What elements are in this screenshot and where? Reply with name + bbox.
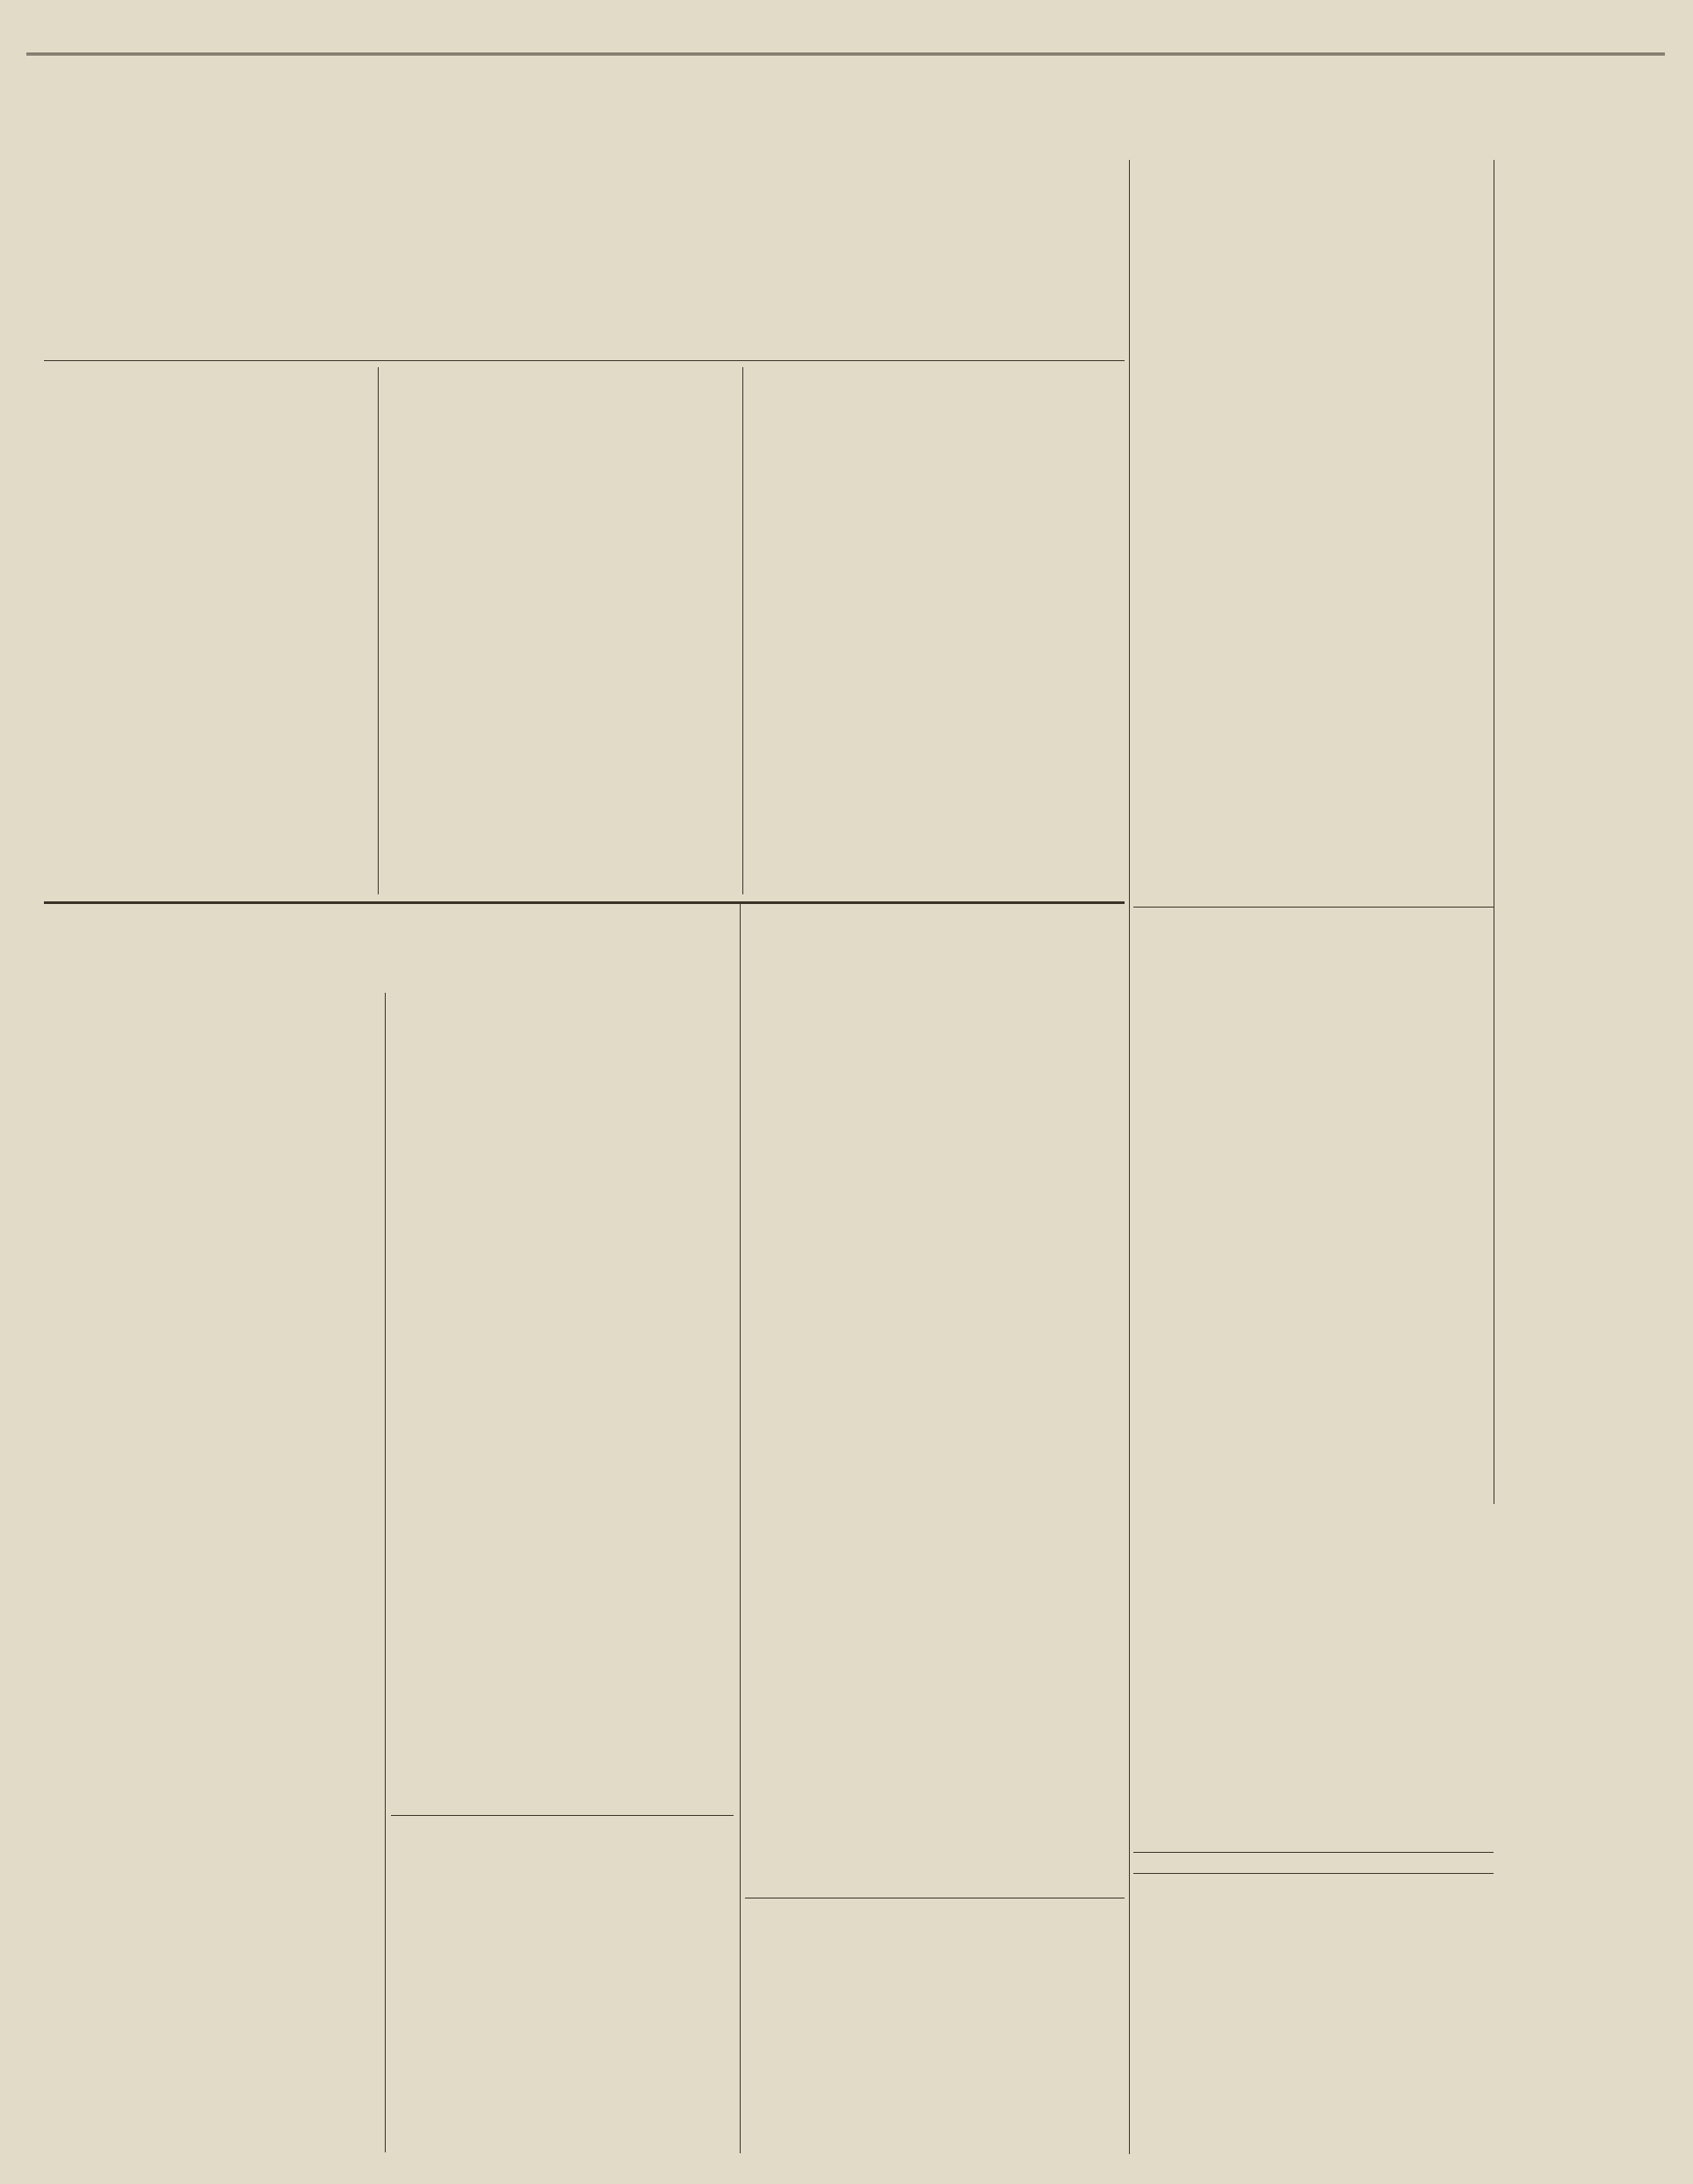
assemblea-article	[44, 908, 729, 914]
gran-consiglio-col-1	[44, 367, 369, 894]
gran-consiglio-col-2	[387, 367, 734, 894]
assemblea-col-2	[393, 993, 731, 1810]
arresti-article	[393, 1820, 731, 2105]
gran-consiglio-col-3	[751, 367, 1120, 894]
comunisti-article	[1138, 914, 1489, 1844]
briand-article	[749, 1903, 1122, 2107]
gabinetto-article	[749, 908, 1122, 1843]
masthead	[44, 58, 1133, 155]
disastro-article	[1138, 163, 1489, 843]
running-head	[26, 30, 1660, 54]
necrologio-agricola	[934, 167, 1138, 172]
assemblea-col-1	[44, 993, 378, 2152]
